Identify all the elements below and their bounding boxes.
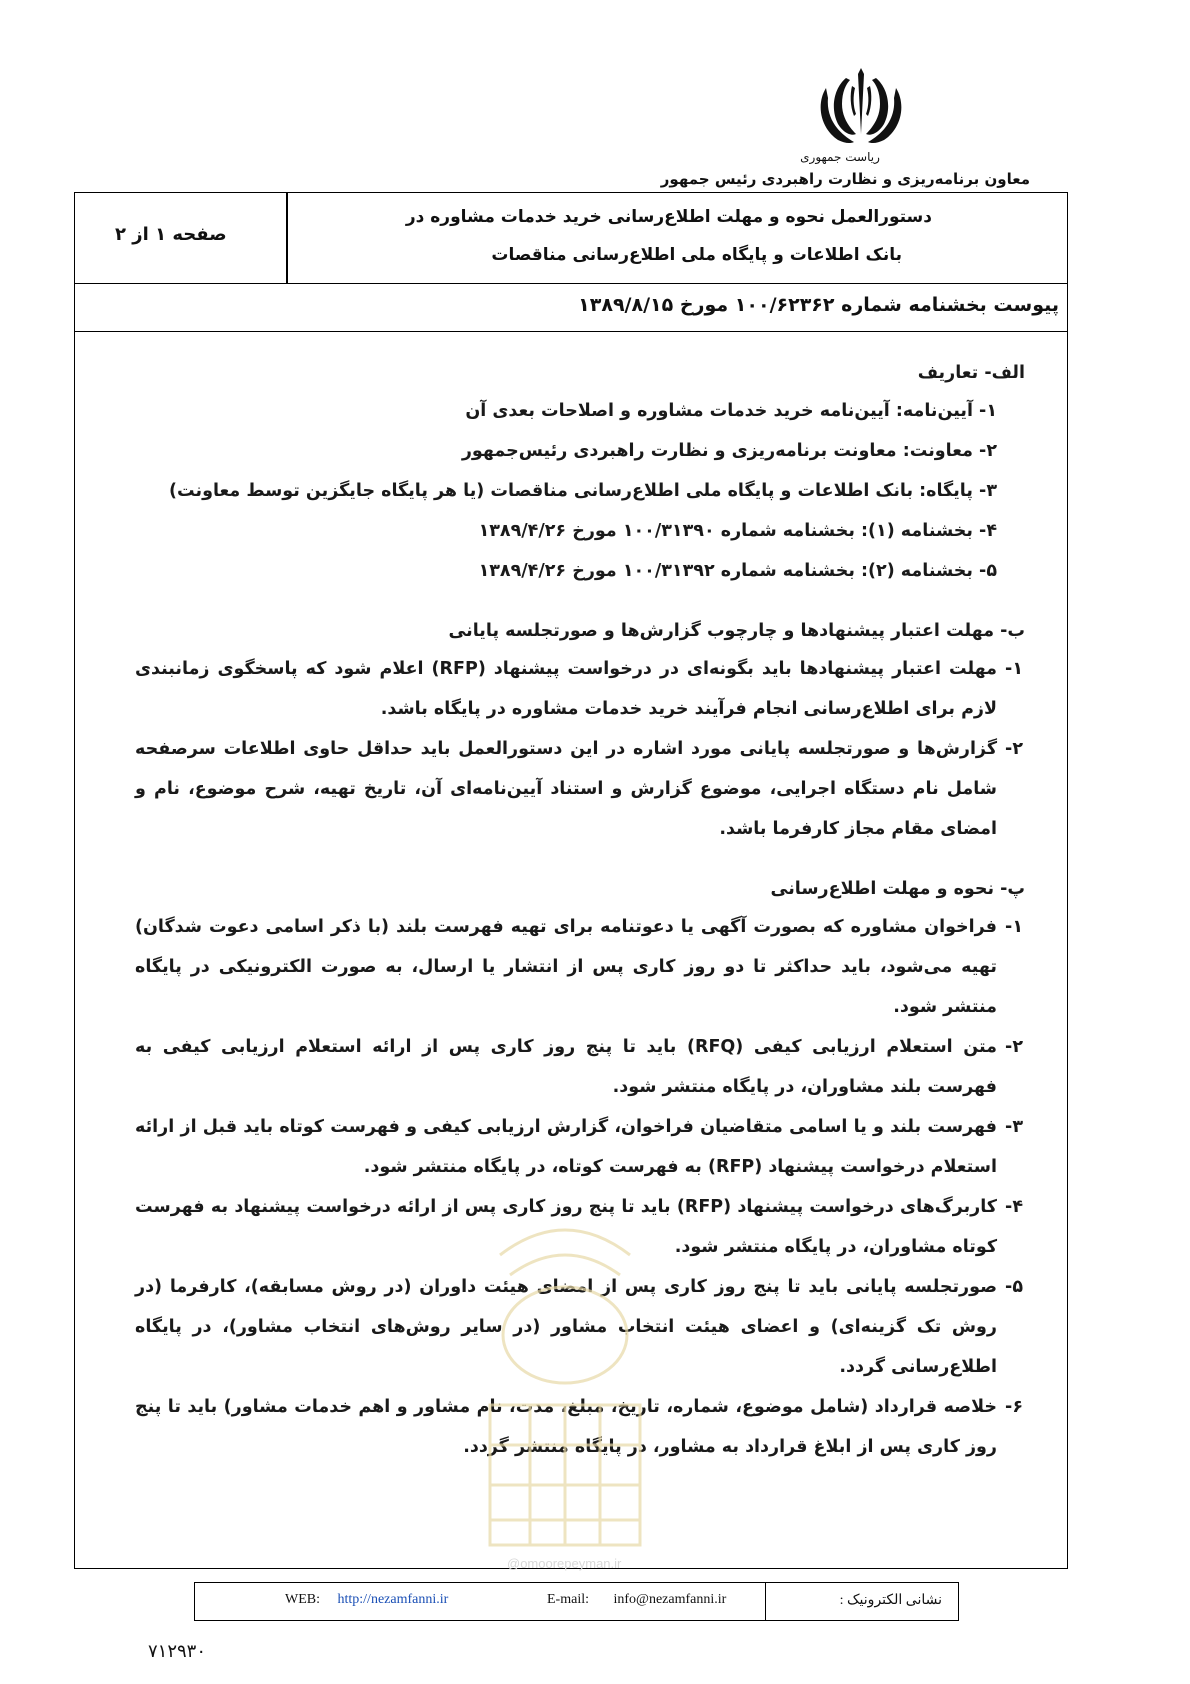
clause-item [135, 729, 1035, 849]
section-title: پ- نحوه و مهلت اطلاع‌رسانی [770, 879, 1025, 899]
iran-emblem-icon [816, 64, 906, 150]
section-validity [135, 613, 1035, 849]
clause-number: ۲- [1005, 739, 1023, 759]
header-deputy: معاون برنامه‌ریزی و نظارت راهبردی رئیس جمهور [660, 170, 1030, 188]
definition-item: ۳- پایگاه: بانک اطلاعات و پایگاه ملی اطلاع‌رسانی مناقصات (یا هر پایگاه جایگزین توسط معاونت) [168, 481, 997, 501]
clause-text: صورتجلسه پایانی باید تا پنج روز کاری پس از امضای هیئت داوران (در روش مسابقه)، کارفرما (در روش تک گزینه‌ای) و اعضای هیئت انتخاب مشاور (در سایر روش‌های انتخاب مشاور)، در پایگاه اطلاع‌رسانی گردد. [135, 1277, 997, 1377]
contact-label: نشانی الکترونیک : [839, 1593, 942, 1608]
title-row [75, 193, 1067, 284]
clause-text: کاربرگ‌های درخواست پیشنهاد (RFP) باید تا پنج روز کاری پس از ارائه درخواست پیشنهاد به فهرست کوتاه مشاوران، در پایگاه منتشر شود. [135, 1197, 997, 1257]
definition-item: ۱- آیین‌نامه: آیین‌نامه خرید خدمات مشاوره و اصلاحات بعدی آن [465, 401, 997, 421]
header-presidency: ریاست جمهوری [800, 150, 880, 164]
clause-text: گزارش‌ها و صورتجلسه پایانی مورد اشاره در این دستورالعمل باید حداقل حاوی اطلاعات سرصفحه شامل نام دستگاه اجرایی، موضوع گزارش و استناد آیین‌نامه‌ای آن، تاریخ تهیه، شرح موضوع، نام و امضای مقام مجاز کارفرما باشد. [135, 739, 997, 839]
document-title-line2: بانک اطلاعات و پایگاه ملی اطلاع‌رسانی مناقصات [491, 245, 902, 265]
web-contact [285, 1592, 448, 1608]
clause-number: ۳- [1005, 1117, 1023, 1137]
annex-reference: پیوست بخشنامه شماره ۱۰۰/۶۲۳۶۲ مورخ ۱۳۸۹/۸/۱۵ [578, 294, 1059, 316]
clause-text: فراخوان مشاوره که بصورت آگهی یا دعوتنامه برای تهیه فهرست بلند (با ذکر اسامی دعوت شدگان) تهیه می‌شود، باید حداکثر تا دو روز کاری پس از انتشار یا ارسال، به صورت الکترونیکی در پایگاه منتشر شود. [135, 917, 997, 1017]
email-address[interactable]: info@nezamfanni.ir [613, 1592, 727, 1607]
email-contact [547, 1592, 726, 1608]
document-number: ۷۱۲۹۳۰ [148, 1641, 207, 1662]
section-definitions [135, 355, 1035, 591]
clause-item [135, 1107, 1035, 1187]
clause-text: متن استعلام ارزیابی کیفی (RFQ) باید تا پنج روز کاری پس از ارائه استعلام ارزیابی کیفی به فهرست بلند مشاوران، در پایگاه منتشر شود. [135, 1037, 998, 1097]
clause-number: ۴- [1005, 1197, 1023, 1217]
clause-item [135, 1027, 1035, 1107]
clause-text: خلاصه قرارداد (شامل موضوع، شماره، تاریخ، مبلغ، مدت، نام مشاور و اهم خدمات مشاور) باید تا پنج روز کاری پس از ابلاغ قرارداد به مشاور، در پایگاه منتشر گردد. [135, 1397, 997, 1457]
contact-footer [194, 1582, 959, 1621]
clause-item [135, 649, 1035, 729]
footer-divider [765, 1583, 766, 1620]
definition-item: ۴- بخشنامه (۱): بخشنامه شماره ۱۰۰/۳۱۳۹۰ مورخ ۱۳۸۹/۴/۲۶ [478, 521, 997, 541]
web-label: WEB: [285, 1592, 320, 1607]
title-divider [286, 193, 288, 284]
clause-number: ۱- [1005, 917, 1023, 937]
section-title: ب- مهلت اعتبار پیشنهادها و چارچوب گزارش‌ها و صورتجلسه پایانی [448, 621, 1025, 641]
definition-item: ۵- بخشنامه (۲): بخشنامه شماره ۱۰۰/۳۱۳۹۲ مورخ ۱۳۸۹/۴/۲۶ [478, 561, 997, 581]
publisher-seal-icon [470, 1215, 660, 1565]
page-number: صفحه ۱ از ۲ [115, 224, 227, 245]
definition-item: ۲- معاونت: معاونت برنامه‌ریزی و نظارت راهبردی رئیس‌جمهور [461, 441, 997, 461]
clause-text: فهرست بلند و یا اسامی متقاضیان فراخوان، گزارش ارزیابی کیفی و فهرست کوتاه باید قبل از ارائه استعلام درخواست پیشنهاد (RFP) به فهرست کوتاه، در پایگاه منتشر شود. [135, 1117, 997, 1177]
clause-item [135, 907, 1035, 1027]
web-link[interactable]: http://nezamfanni.ir [337, 1592, 449, 1607]
clause-number: ۲- [1005, 1037, 1023, 1057]
clause-number: ۵- [1005, 1277, 1023, 1297]
watermark-url: @omoorepeyman.ir [507, 1556, 622, 1571]
email-label: E-mail: [547, 1592, 589, 1607]
clause-number: ۱- [1005, 659, 1023, 679]
clause-number: ۶- [1005, 1397, 1023, 1417]
annex-row [75, 284, 1067, 332]
document-title-line1: دستورالعمل نحوه و مهلت اطلاع‌رسانی خرید خدمات مشاوره در [405, 207, 932, 227]
section-title: الف- تعاریف [917, 363, 1025, 383]
clause-text: مهلت اعتبار پیشنهادها باید بگونه‌ای در درخواست پیشنهاد (RFP) اعلام شود که پاسخگوی زمانبندی لازم برای اطلاع‌رسانی انجام فرآیند خرید خدمات مشاوره در پایگاه باشد. [135, 659, 997, 719]
